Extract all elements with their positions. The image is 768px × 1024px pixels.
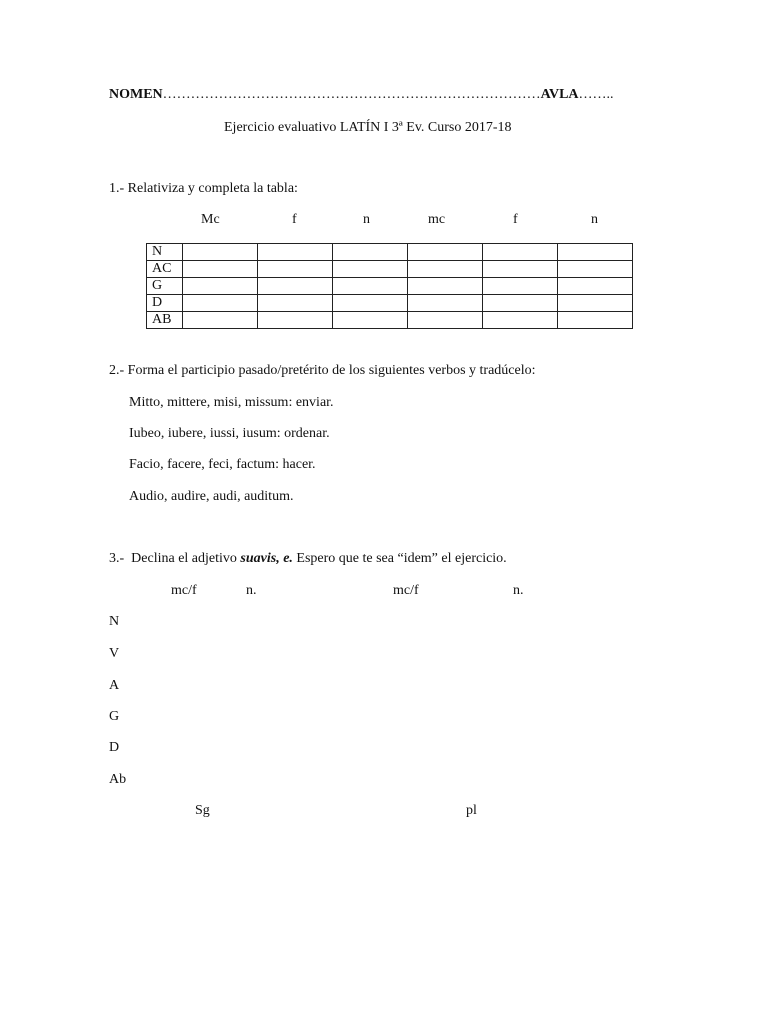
nomen-blank[interactable]: ……………………………………………………………………… bbox=[162, 87, 541, 102]
table-cell[interactable] bbox=[558, 261, 633, 278]
verb-item: Audio, audire, audi, auditum. bbox=[129, 489, 294, 504]
table-cell[interactable] bbox=[333, 312, 408, 329]
exercise-3-title bbox=[109, 551, 507, 567]
table-column-header: f bbox=[513, 212, 518, 227]
table-cell[interactable] bbox=[408, 261, 483, 278]
table-cell[interactable] bbox=[258, 261, 333, 278]
declension-column-header: mc/f bbox=[171, 583, 197, 598]
table-cell[interactable] bbox=[483, 261, 558, 278]
row-label: AC bbox=[147, 261, 183, 278]
table-column-header: n bbox=[363, 212, 370, 227]
page-subtitle: Ejercicio evaluativo LATÍN I 3ª Ev. Curso 2017-18 bbox=[224, 120, 512, 135]
exercise-3-title-prefix: 3.- Declina el adjetivo bbox=[109, 551, 241, 566]
table-cell[interactable] bbox=[258, 278, 333, 295]
exercise-1-title: 1.- Relativiza y completa la tabla: bbox=[109, 181, 298, 196]
declension-column-header: n. bbox=[246, 583, 257, 598]
table-cell[interactable] bbox=[258, 244, 333, 261]
verb-item: Facio, facere, feci, factum: hacer. bbox=[129, 457, 316, 472]
number-label-singular: Sg bbox=[195, 803, 210, 818]
table-cell[interactable] bbox=[558, 312, 633, 329]
row-label: N bbox=[147, 244, 183, 261]
table-row bbox=[147, 261, 633, 278]
table-cell[interactable] bbox=[408, 295, 483, 312]
case-label: N bbox=[109, 614, 120, 629]
table-column-header: n bbox=[591, 212, 598, 227]
table-column-header: f bbox=[292, 212, 297, 227]
row-label: AB bbox=[147, 312, 183, 329]
table-cell[interactable] bbox=[258, 295, 333, 312]
table-column-header: Mc bbox=[201, 212, 220, 227]
row-label: D bbox=[147, 295, 183, 312]
table-cell[interactable] bbox=[333, 278, 408, 295]
declension-column-header: n. bbox=[513, 583, 524, 598]
table-row bbox=[147, 312, 633, 329]
case-label: V bbox=[109, 646, 120, 661]
table-cell[interactable] bbox=[333, 295, 408, 312]
row-label: G bbox=[147, 278, 183, 295]
table-cell[interactable] bbox=[333, 261, 408, 278]
avla-blank[interactable]: …….. bbox=[578, 87, 614, 102]
table-cell[interactable] bbox=[483, 312, 558, 329]
avla-label: AVLA bbox=[540, 87, 579, 102]
table-cell[interactable] bbox=[183, 261, 258, 278]
table-cell[interactable] bbox=[183, 295, 258, 312]
exercise-2-title: 2.- Forma el participio pasado/pretérito de los siguientes verbos y tradúcelo: bbox=[109, 363, 536, 378]
name-line bbox=[109, 87, 614, 103]
table-cell[interactable] bbox=[183, 278, 258, 295]
table-cell[interactable] bbox=[333, 244, 408, 261]
case-label: D bbox=[109, 740, 120, 755]
table-row bbox=[147, 244, 633, 261]
table-cell[interactable] bbox=[483, 295, 558, 312]
number-label-plural: pl bbox=[466, 803, 477, 818]
table-cell[interactable] bbox=[483, 278, 558, 295]
exercise-3-title-suffix: Espero que te sea “idem” el ejercicio. bbox=[292, 551, 507, 566]
table-cell[interactable] bbox=[558, 278, 633, 295]
verb-item: Iubeo, iubere, iussi, iusum: ordenar. bbox=[129, 426, 330, 441]
table-cell[interactable] bbox=[483, 244, 558, 261]
case-label: G bbox=[109, 709, 120, 724]
case-label: A bbox=[109, 678, 120, 693]
table-cell[interactable] bbox=[408, 312, 483, 329]
table-cell[interactable] bbox=[558, 295, 633, 312]
table-cell[interactable] bbox=[258, 312, 333, 329]
declension-column-header: mc/f bbox=[393, 583, 419, 598]
table-cell[interactable] bbox=[183, 244, 258, 261]
table-cell[interactable] bbox=[558, 244, 633, 261]
case-label: Ab bbox=[109, 772, 127, 787]
verb-item: Mitto, mittere, misi, missum: enviar. bbox=[129, 395, 334, 410]
nomen-label: NOMEN bbox=[109, 87, 163, 102]
table-cell[interactable] bbox=[183, 312, 258, 329]
table-cell[interactable] bbox=[408, 278, 483, 295]
adjective-suavis: suavis, e. bbox=[240, 551, 293, 566]
declension-table bbox=[146, 243, 633, 329]
table-cell[interactable] bbox=[408, 244, 483, 261]
table-column-header: mc bbox=[428, 212, 446, 227]
table-row bbox=[147, 278, 633, 295]
table-row bbox=[147, 295, 633, 312]
